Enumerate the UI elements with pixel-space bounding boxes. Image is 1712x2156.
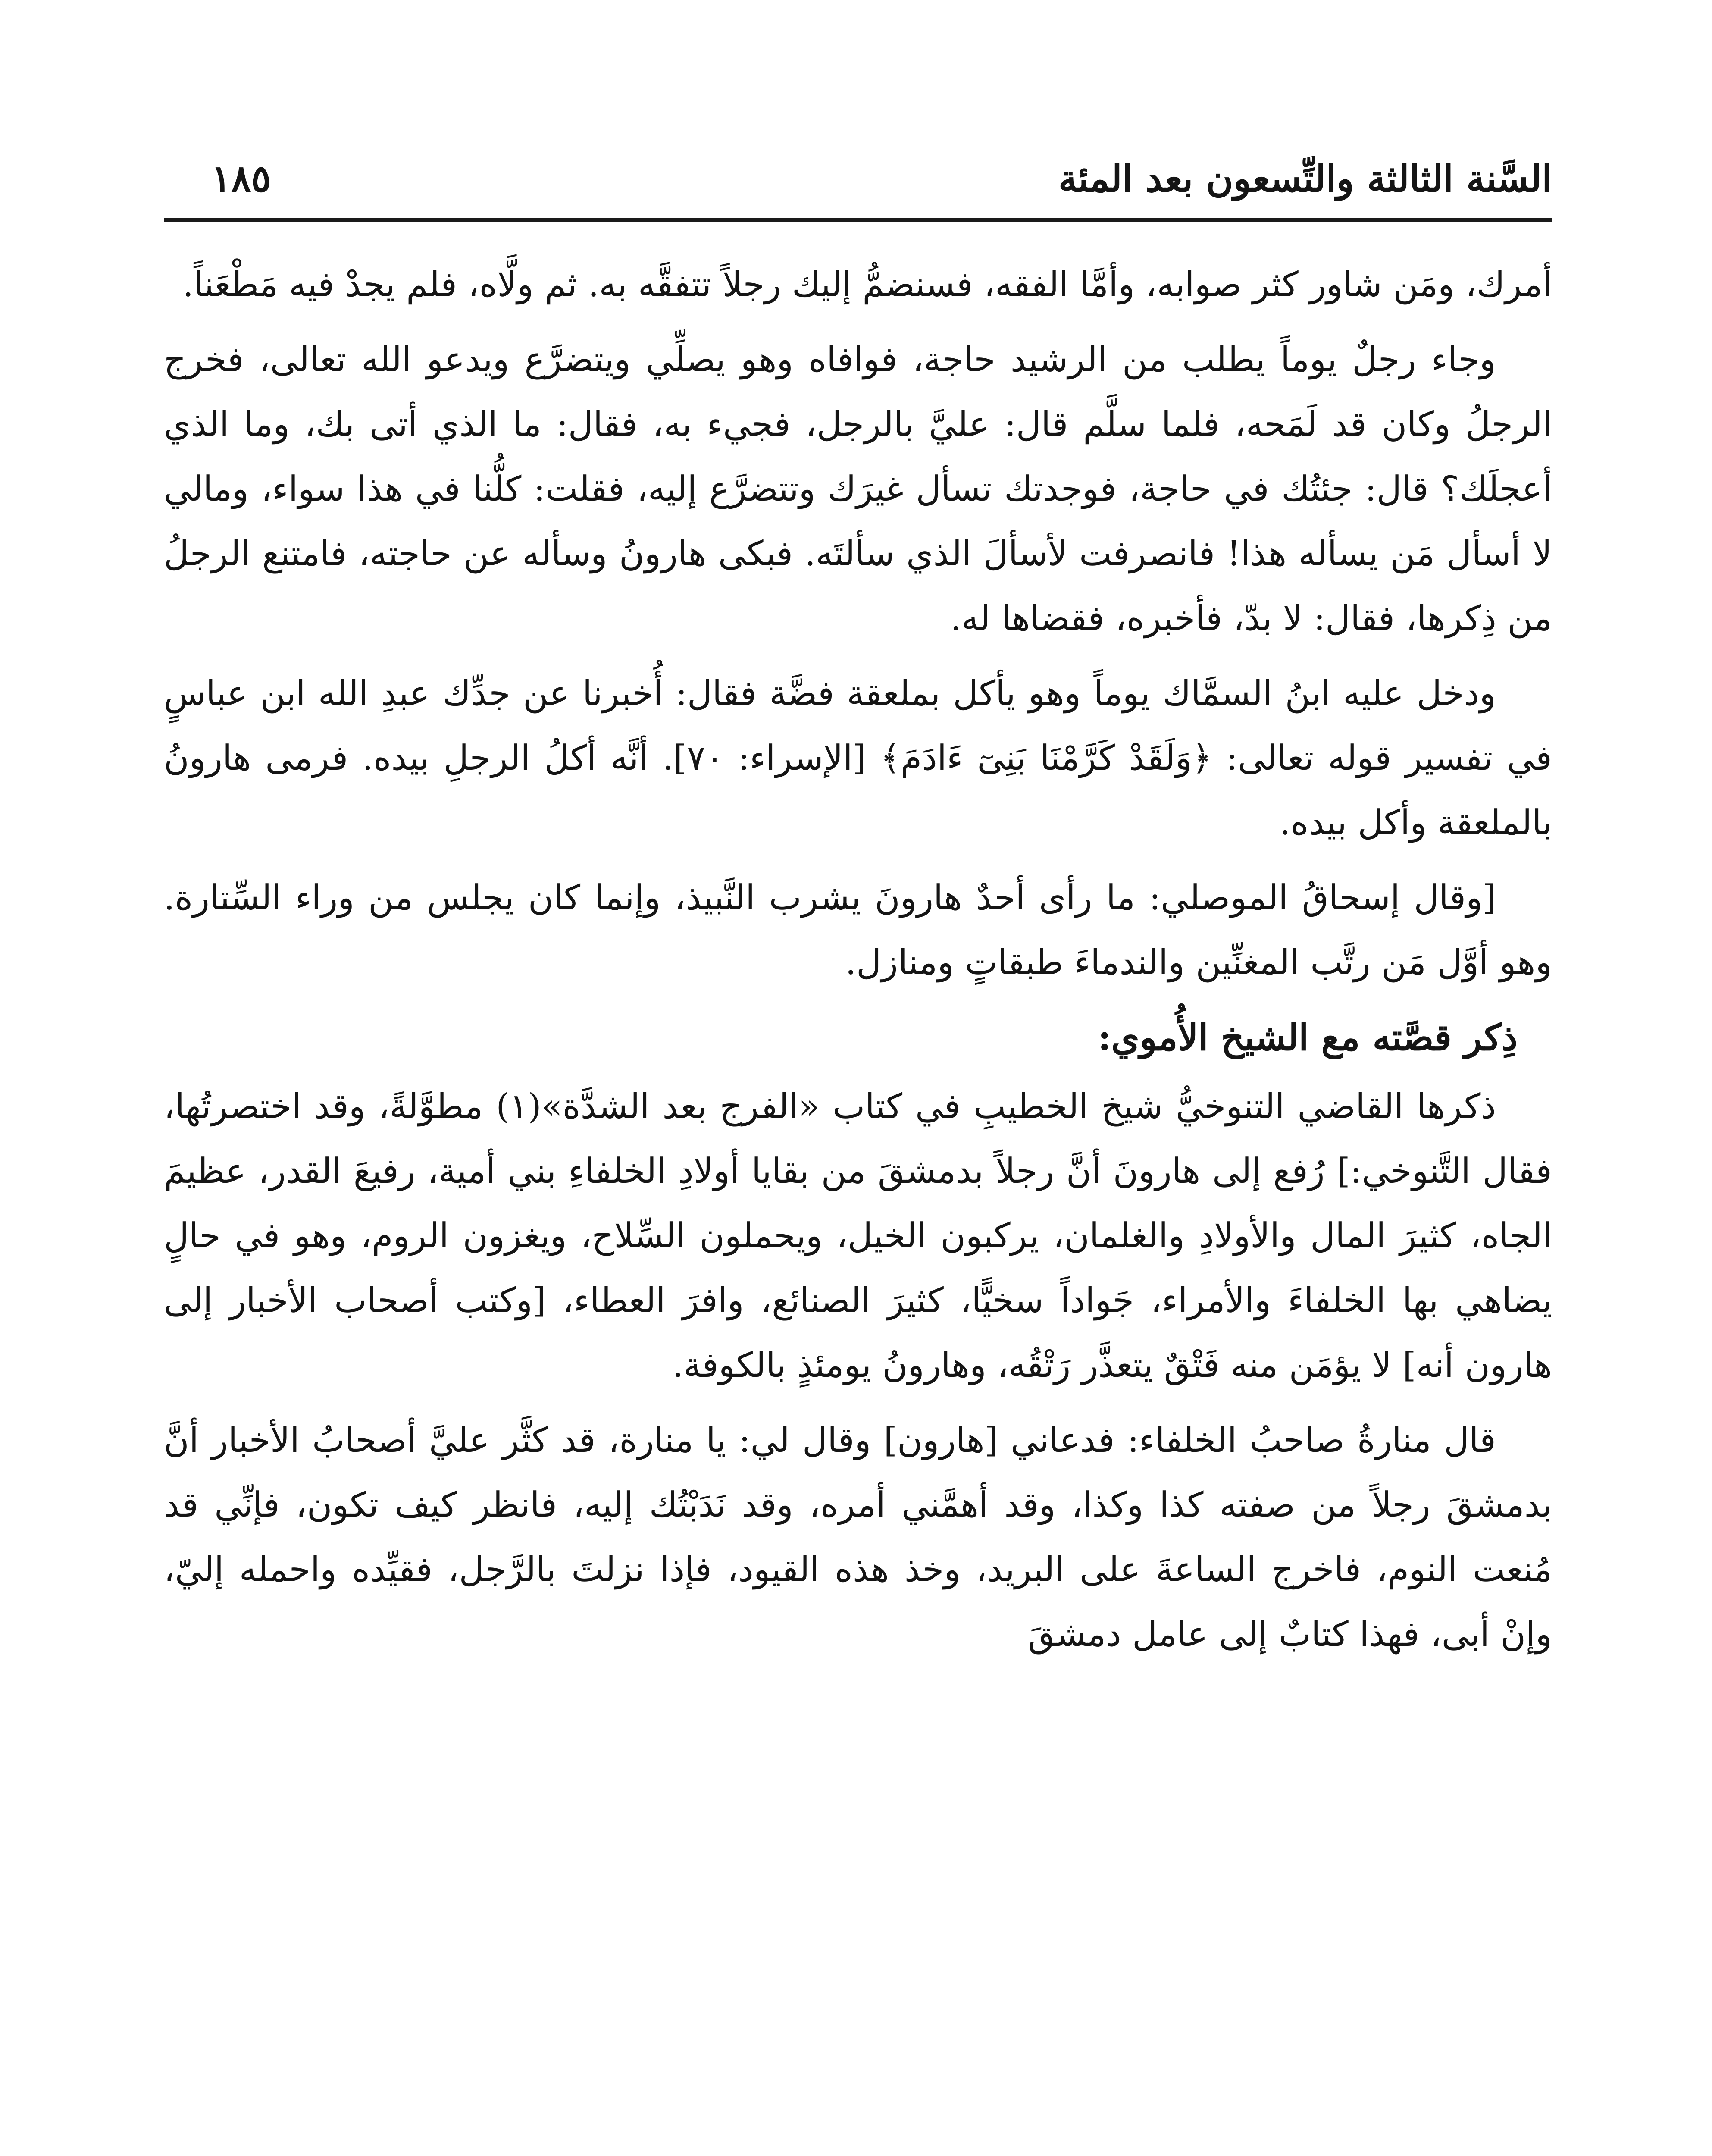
paragraph: قال منارةُ صاحبُ الخلفاء: فدعاني [هارون] وقال لي: يا منارة، قد كثَّر عليَّ أصحابُ الأخبار أنَّ بدمشقَ رجلاً من صفته كذا وكذا، وقد أهمَّني أمره، وقد نَدَبْتُك إليه، فانظر كيف تكون، فإنِّي قد مُنعت النوم، فاخرج الساعةَ على البريد، وخذ هذه القيود، فإذا نزلتَ بالرَّجل، فقيِّده واحمله إليّ، وإنْ أبى، فهذا كتابٌ إلى عامل دمشقَ — [164, 1420, 1552, 1654]
page-header — [164, 147, 1552, 220]
paragraph: [وقال إسحاقُ الموصلي: ما رأى أحدٌ هارونَ يشرب النَّبيذ، وإنما كان يجلس من وراء السِّتارة. وهو أوَّل مَن رتَّب المغنِّين والندماءَ طبقاتٍ ومنازل. — [164, 877, 1552, 982]
header-rule — [164, 218, 1552, 222]
section-heading: ذِكر قصَّته مع الشيخ الأُموي: — [1098, 1016, 1518, 1059]
paragraph: أمرك، ومَن شاور كثر صوابه، وأمَّا الفقه، فسنضمُّ إليك رجلاً تتفقَّه به. ثم ولَّاه، فلم يجدْ فيه مَطْعَناً. — [182, 264, 1552, 304]
running-title: السَّنة الثالثة والتِّسعون بعد المئة — [1058, 157, 1552, 201]
paragraph: ذكرها القاضي التنوخيُّ شيخ الخطيبِ في كتاب «الفرج بعد الشدَّة»(١) مطوَّلةً، وقد اختصرتُها، فقال التَّنوخي:] رُفع إلى هارونَ أنَّ رجلاً بدمشقَ من بقايا أولادِ الخلفاءِ بني أمية، رفيعَ القدر، عظيمَ الجاه، كثيرَ المال والأولادِ والغلمان، يركبون الخيل، ويحملون السِّلاح، ويغزون الروم، وهو في حالٍ يضاهي بها الخلفاءَ والأمراء، جَواداً سخيًّا، كثيرَ الصنائع، وافرَ العطاء، [وكتب أصحاب الأخبار إلى هارون أنه] لا يؤمَن منه فَتْقٌ يتعذَّر رَتْقُه، وهارونُ يومئذٍ بالكوفة. — [164, 1086, 1552, 1385]
paragraph: ودخل عليه ابنُ السمَّاك يوماً وهو يأكل بملعقة فضَّة فقال: أُخبرنا عن جدِّك عبدِ الله ابن عباسٍ في تفسير قوله تعالى: ﴿وَلَقَدْ كَرَّمْنَا بَنِىٓ ءَادَمَ﴾ [الإسراء: ٧٠]. أنَّه أكلُ الرجلِ بيده. فرمى هارونُ بالملعقة وأكل بيده. — [164, 673, 1552, 843]
page-number: ١٨٥ — [211, 157, 271, 201]
paragraph: وجاء رجلٌ يوماً يطلب من الرشيد حاجة، فوافاه وهو يصلِّي ويتضرَّع ويدعو الله تعالى، فخرج الرجلُ وكان قد لَمَحه، فلما سلَّم قال: عليَّ بالرجل، فجيء به، فقال: ما الذي أتى بك، وما الذي أعجلَك؟ قال: جئتُك في حاجة، فوجدتك تسأل غيرَك وتتضرَّع إليه، فقلت: كلُّنا في هذا سواء، ومالي لا أسأل مَن يسأله هذا! فانصرفت لأسألَ الذي سألتَه. فبكى هارونُ وسأله عن حاجته، فامتنع الرجلُ من ذِكرها، فقال: لا بدّ، فأخبره، فقضاها له. — [164, 339, 1552, 638]
main-text — [164, 252, 1552, 2156]
